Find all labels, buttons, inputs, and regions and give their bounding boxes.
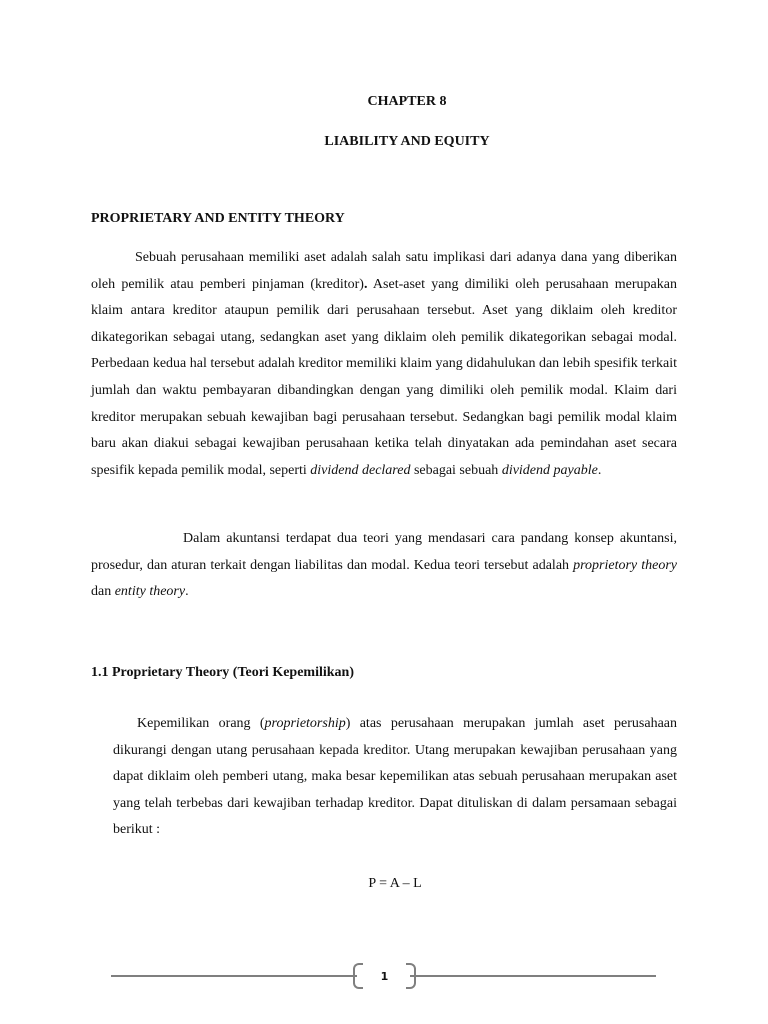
para3-text-2: ) atas perusahaan merupakan jumlah aset perusahaan dikurangi dengan utang perusahaan kepada kreditor. Utang merupakan kewajiban perusahaan yang dapat diklaim oleh pemberi utang, maka besar kepemilikan atas sebuah perusahaan merupakan aset yang telah terbebas dari kewajiban terhadap kreditor. Dapat dituliskan di dalam persamaan sebagai berikut : xyxy=(113,716,677,838)
para1-text-4: . xyxy=(597,462,602,478)
para1-italic-dividend-declared: dividend declared xyxy=(310,462,411,478)
page-number: 1 xyxy=(380,970,389,983)
para1-text-3: sebagai sebuah xyxy=(410,462,502,478)
para1-text-1: Sebuah perusahaan memiliki aset adalah salah satu implikasi dari adanya dana yang diberikan oleh pemilik atau pemberi pinjaman (kreditor) xyxy=(91,250,677,292)
para1-text-2: Aset-aset yang dimiliki oleh perusahaan merupakan klaim antara kreditor ataupun pemilik dari perusahaan tersebut. Aset yang diklaim oleh kreditor dikategorikan sebagai utang, sedangkan aset yang diklaim oleh pemilik dikategorikan sebagai modal. Perbedaan kedua hal tersebut adalah kreditor memiliki klaim yang didahulukan dan lebih spesifik terkait jumlah dan waktu pembayaran dibandingkan dengan yang dimiliki oleh pemilik modal. Klaim dari kreditor merupakan sebuah kewajiban bagi perusahaan tersebut. Sedangkan bagi pemilik modal klaim baru akan diakui sebagai kewajiban perusahaan ketika telah dinyatakan ada pemindahan aset secara spesifik kepada pemilik modal, seperti xyxy=(91,276,677,478)
paragraph-proprietorship xyxy=(113,711,677,844)
para2-italic-proprietory-theory: proprietory theory xyxy=(573,557,677,573)
footer-line-left xyxy=(111,975,357,977)
section-heading-proprietary-theory: 1.1 Proprietary Theory (Teori Kepemilikan) xyxy=(91,665,354,680)
footer-line-right xyxy=(410,975,656,977)
para2-text-1: Dalam akuntansi terdapat dua teori yang mendasari cara pandang konsep akuntansi, prosedur, dan aturan terkait dengan liabilitas dan modal. Kedua teori tersebut adalah xyxy=(91,531,677,573)
para2-text-3: . xyxy=(185,584,189,600)
section-heading-proprietary-entity: PROPRIETARY AND ENTITY THEORY xyxy=(91,211,345,226)
para2-italic-entity-theory: entity theory xyxy=(114,584,186,600)
para2-text-2: dan xyxy=(91,584,115,600)
para3-italic-proprietorship: proprietorship xyxy=(264,716,346,731)
footer-brace-left xyxy=(353,963,363,989)
paragraph-assets-claims xyxy=(91,245,677,484)
chapter-title: LIABILITY AND EQUITY xyxy=(324,134,490,149)
para1-italic-dividend-payable: dividend payable xyxy=(501,462,598,478)
chapter-number: CHAPTER 8 xyxy=(367,94,447,109)
para1-bold-period: . xyxy=(363,276,368,292)
para3-text-1: Kepemilikan orang ( xyxy=(137,716,265,731)
equation-p-equals-a-minus-l: P = A – L xyxy=(368,876,422,891)
paragraph-two-theories xyxy=(91,526,677,606)
